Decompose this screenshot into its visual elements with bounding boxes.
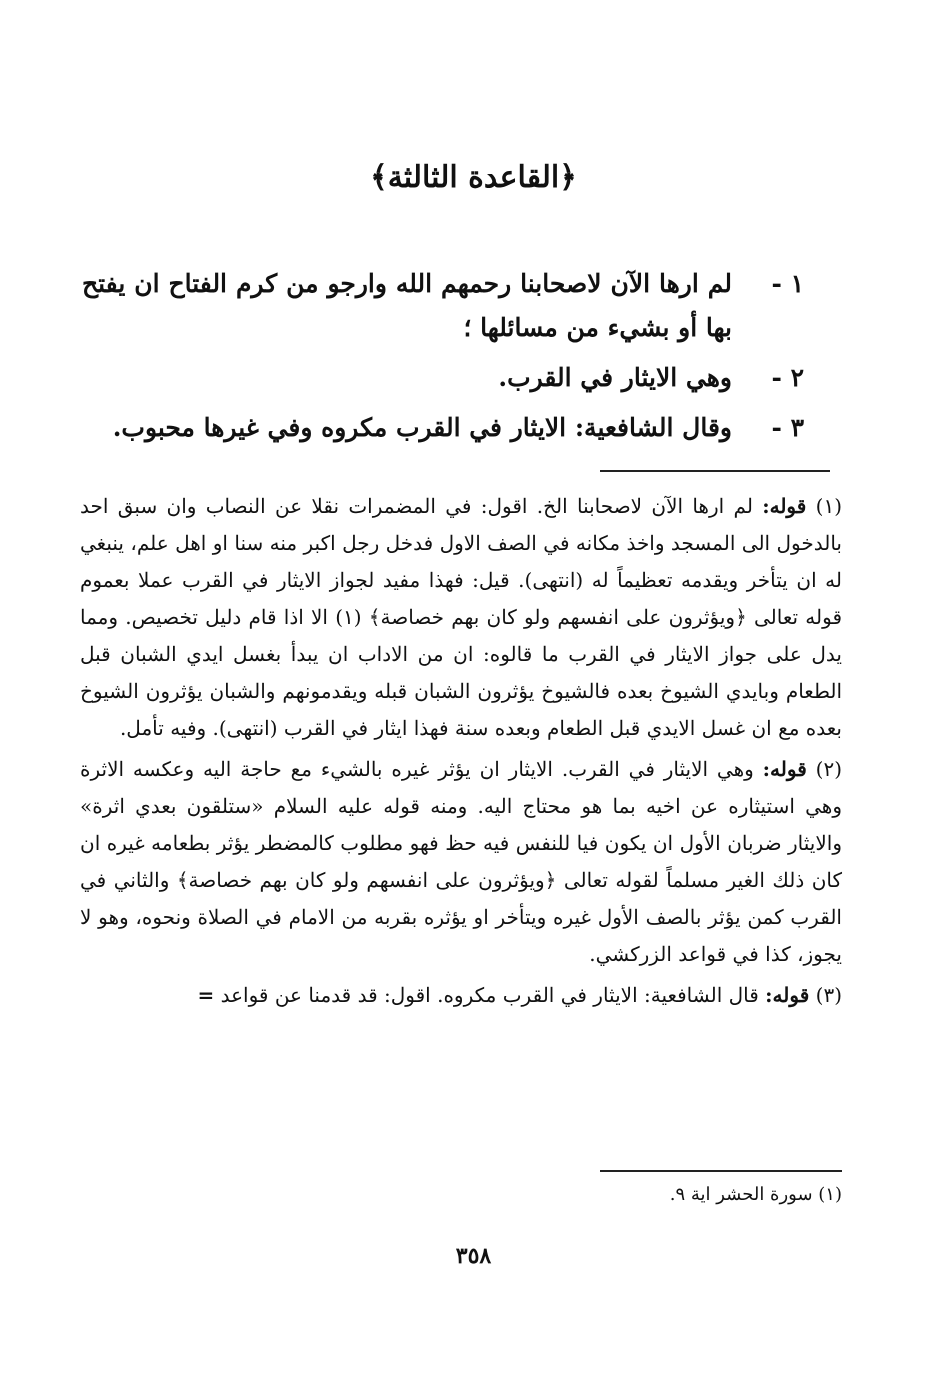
note-label: قوله: (762, 494, 807, 518)
main-item-number: ٣ - (771, 413, 804, 442)
commentary-notes (80, 488, 842, 1018)
main-item-3 (82, 406, 804, 450)
main-item-text: وقال الشافعية: الايثار في القرب مكروه وفي غيرها محبوب. (112, 413, 732, 442)
main-item-2 (82, 356, 804, 400)
note-text: وهي الايثار في القرب. الايثار ان يؤثر غيره بالشيء مع حاجة اليه وعكسه الاثرة وهي استيثاره عن اخيه بما هو محتاج اليه. ومنه قوله عليه السلام «ستلقون بعدي اثرة» والايثار ضربان الأول ان يكون فيا للنفس فيه حظ فهو مطلوب كالمضطر يؤثر بطعامه غيره ان كان ذلك الغير مسلماً لقوله تعالى ﴿ويؤثرون على انفسهم ولو كان بهم خصاصة﴾ والثاني في القرب كمن يؤثر بالصف الأول غيره ويتأخر او يؤثره بقربه من الامام في الصلاة ونحوه، وهو لا يجوز، كذا في قواعد الزركشي. (80, 757, 842, 966)
note-label: قوله: (762, 757, 807, 781)
footnote-divider (600, 1170, 842, 1172)
continuation-mark: = (197, 983, 215, 1007)
note-number: (٣) (815, 983, 842, 1007)
page-number: ٣٥٨ (455, 1243, 492, 1269)
note-2 (80, 751, 842, 973)
note-3 (80, 977, 842, 1014)
note-1 (80, 488, 842, 747)
section-title: ﴿القاعدة الثالثة﴾ (370, 160, 577, 195)
main-text (82, 262, 804, 456)
footnote: (١) سورة الحشر اية ٩. (669, 1184, 842, 1205)
note-text: لم ارها الآن لاصحابنا الخ. اقول: في المضمرات نقلا عن النصاب وان سبق احد بالدخول الى المسجد واخذ مكانه في الصف الاول فدخل رجل اكبر منه سنا او اهل علم، ينبغي له ان يتأخر ويقدمه تعظيماً له (انتهى). قيل: فهذا مفيد لجواز الايثار في القرب عملا بعموم قوله تعالى ﴿ويؤثرون على انفسهم ولو كان بهم خصاصة﴾ (١) الا اذا قام دليل تخصيص. ومما يدل على جواز الايثار في القرب ما قالوه: ان من الاداب ان يبدأ بغسل ايدي الشبان قبل الطعام وبايدي الشيوخ بعده فالشيوخ يؤثرون الشبان قبله ويقدمونهم والشبان يؤثرون الشيوخ بعده مع ان غسل الايدي قبل الطعام وبعده سنة فهذا ايثار في القرب (انتهى). وفيه تأمل. (80, 494, 843, 740)
main-item-text: لم ارها الآن لاصحابنا رحمهم الله وارجو من كرم الفتاح ان يفتح بها أو بشيء من مسائلها ؛ (82, 269, 732, 342)
note-number: (٢) (815, 757, 842, 781)
note-text: قال الشافعية: الايثار في القرب مكروه. اقول: قد قدمنا عن قواعد (220, 983, 759, 1007)
note-number: (١) (815, 494, 843, 518)
main-item-1 (82, 262, 804, 350)
main-item-text: وهي الايثار في القرب. (498, 363, 732, 392)
main-item-number: ٢ - (771, 363, 804, 392)
note-label: قوله: (765, 983, 810, 1007)
main-item-number: ١ - (771, 269, 804, 298)
main-text-divider (600, 470, 830, 472)
